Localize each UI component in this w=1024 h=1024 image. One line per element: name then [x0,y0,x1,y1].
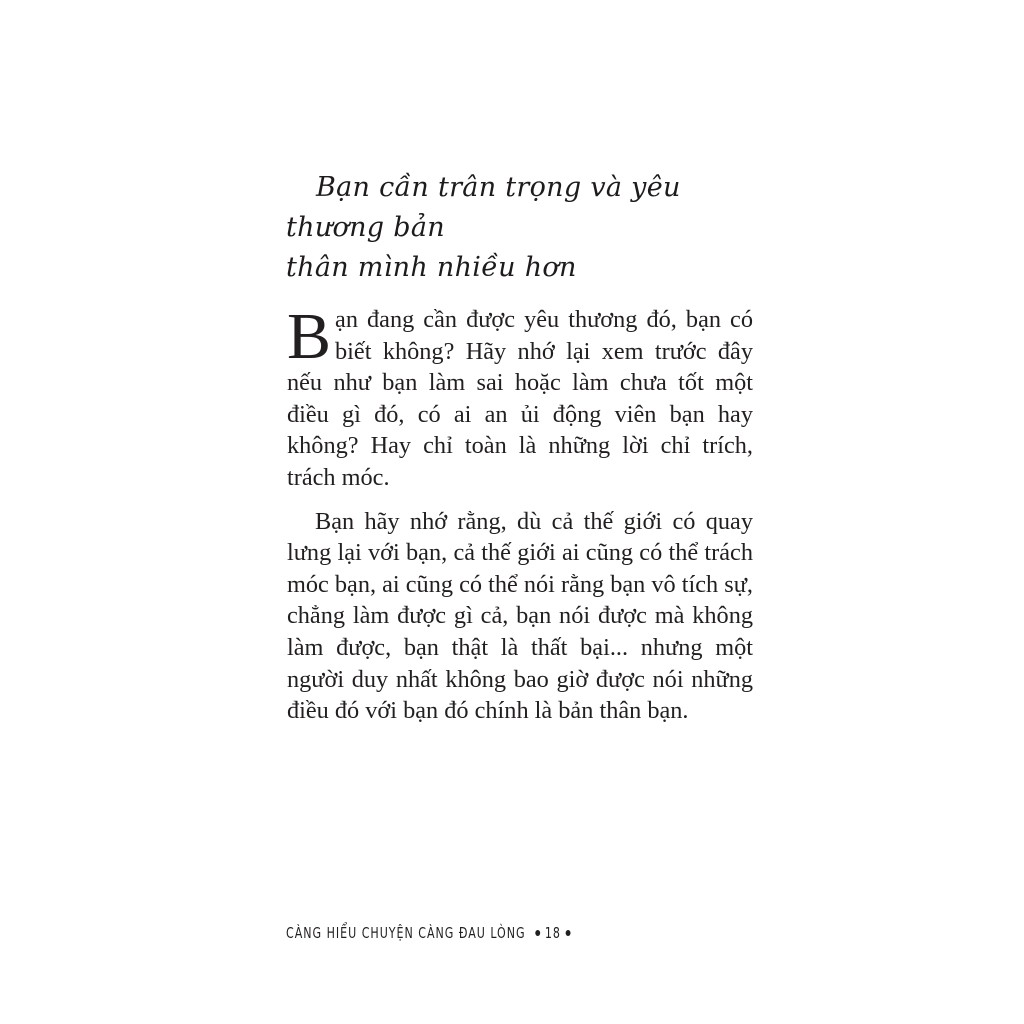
footer-book-title: CÀNG HIỂU CHUYỆN CÀNG ĐAU LÒNG [286,924,526,942]
chapter-title-line-1: Bạn cần trân trọng và yêu thương bản [286,172,681,243]
bullet-icon [566,930,571,936]
body-text [287,300,753,727]
paragraph-2: Bạn hãy nhớ rằng, dù cả thế giới có quay lưng lại với bạn, cả thế giới ai cũng có thể trách móc bạn, ai cũng có thể nói rằng bạn vô tích sự, chẳng làm được gì cả, bạn nói được mà không làm được, bạn thật là thất bại... nhưng một người duy nhất không bao giờ được nói những điều đó với bạn đó chính là bản thân bạn. [287,507,753,725]
paragraph-1-text: ạn đang cần được yêu thương đó, bạn có biết không? Hãy nhớ lại xem trước đây nếu như bạn làm sai hoặc làm chưa tốt một điều gì đó, có ai an ủi động viên bạn hay không? Hay chỉ toàn là những lời chỉ trích, trách móc. [287,306,753,491]
paragraph-1 [287,300,753,494]
drop-cap: B [287,300,332,373]
running-footer [286,924,576,942]
chapter-title [286,168,766,288]
chapter-title-line-2: thân mình nhiều hơn [286,252,577,283]
page-number: 18 [544,924,561,942]
bullet-icon [535,930,540,936]
